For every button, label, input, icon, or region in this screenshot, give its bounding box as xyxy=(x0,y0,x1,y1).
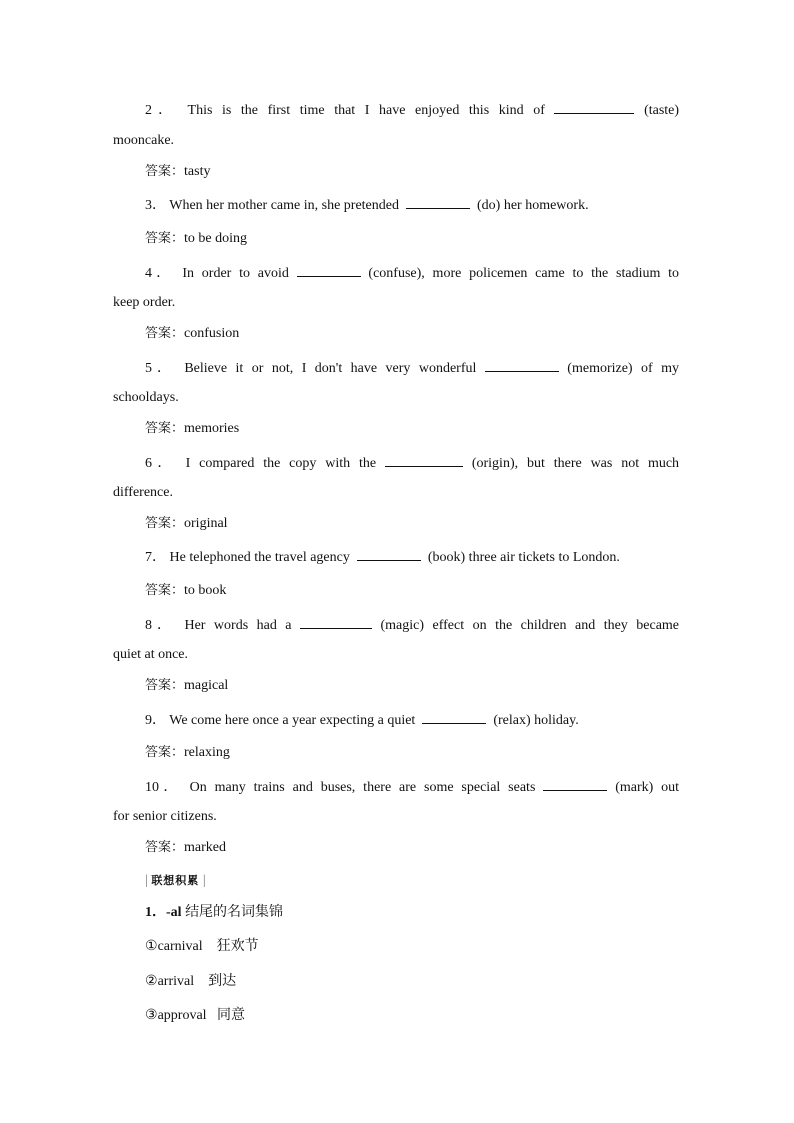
section-tag: 联想积累 xyxy=(151,874,200,887)
question-text: for senior citizens. xyxy=(113,809,217,824)
answer-label: 答案： xyxy=(145,421,185,436)
question-number: 3． xyxy=(145,198,166,213)
question-number: 2． xyxy=(145,103,179,118)
answer-label: 答案： xyxy=(145,678,185,693)
answer-blank[interactable] xyxy=(297,264,361,277)
question-text: In order to avoid xyxy=(182,266,289,281)
question-text: mooncake. xyxy=(113,133,175,148)
question-10-line-2 xyxy=(113,808,679,826)
answer-label: 答案： xyxy=(145,583,185,598)
question-4-line-1 xyxy=(145,264,679,283)
answer-blank[interactable] xyxy=(357,548,421,561)
vocab-heading-number: 1． xyxy=(145,905,166,920)
question-hint: (memorize) of my xyxy=(567,361,680,376)
answer-3 xyxy=(145,230,679,248)
item-meaning: 狂欢节 xyxy=(216,938,259,954)
answer-blank[interactable] xyxy=(385,454,463,467)
question-9-line-1 xyxy=(145,711,679,730)
question-text: When her mother came in, she pretended xyxy=(169,198,399,213)
question-hint: (do) her homework. xyxy=(477,198,589,213)
answer-label: 答案： xyxy=(145,745,185,760)
question-number: 7． xyxy=(145,550,166,565)
question-4-line-2 xyxy=(113,294,679,312)
answer-value: to be doing xyxy=(184,231,248,246)
question-number: 8． xyxy=(145,618,176,633)
item-meaning: 到达 xyxy=(208,973,237,989)
question-5-line-2 xyxy=(113,389,679,407)
answer-label: 答案： xyxy=(145,326,185,341)
vocab-heading-suffix: -al xyxy=(166,905,182,920)
question-8-line-2 xyxy=(113,646,679,664)
section-heading: | 联想积累 | xyxy=(145,873,206,888)
answer-value: magical xyxy=(184,678,229,693)
question-number: 6． xyxy=(145,456,177,471)
question-text: We come here once a year expecting a quiet xyxy=(169,713,416,728)
question-text: Her words had a xyxy=(184,618,292,633)
vocab-heading-text: 结尾的名词集锦 xyxy=(185,904,284,920)
question-text: This is the first time that I have enjoyed this kind of xyxy=(187,103,545,118)
question-3-line-1 xyxy=(145,196,679,215)
question-text: He telephoned the travel agency xyxy=(169,550,350,565)
question-number: 9． xyxy=(145,713,166,728)
answer-6 xyxy=(145,515,679,533)
item-marker: ② xyxy=(145,974,158,989)
question-text: Believe it or not, I don't have very wonderful xyxy=(184,361,477,376)
answer-blank[interactable] xyxy=(422,711,486,724)
item-meaning: 同意 xyxy=(217,1007,246,1023)
answer-value: confusion xyxy=(184,326,240,341)
question-hint: (relax) holiday. xyxy=(493,713,579,728)
answer-8 xyxy=(145,677,679,695)
question-5-line-1 xyxy=(145,359,679,378)
answer-value: relaxing xyxy=(184,745,230,760)
question-hint: (origin), but there was not much xyxy=(471,456,680,471)
question-text: keep order. xyxy=(113,295,176,310)
answer-label: 答案： xyxy=(145,231,185,246)
question-text: difference. xyxy=(113,485,173,500)
question-6-line-1 xyxy=(145,454,679,473)
question-text: On many trains and buses, there are some special seats xyxy=(189,780,536,795)
answer-4 xyxy=(145,325,679,343)
answer-blank[interactable] xyxy=(485,359,559,372)
answer-9 xyxy=(145,744,679,762)
question-hint: (book) three air tickets to London. xyxy=(427,550,620,565)
item-marker: ① xyxy=(145,939,158,954)
question-2-line-1 xyxy=(145,101,679,120)
answer-label: 答案： xyxy=(145,840,185,855)
answer-value: tasty xyxy=(184,164,211,179)
item-marker: ③ xyxy=(145,1008,158,1023)
question-number: 4． xyxy=(145,266,175,281)
item-word: carnival xyxy=(157,939,203,954)
vocab-item xyxy=(145,937,679,956)
question-hint: (magic) effect on the children and they became xyxy=(380,618,680,633)
question-number: 10． xyxy=(145,780,182,795)
answer-10 xyxy=(145,839,679,857)
vocab-item xyxy=(145,972,679,991)
question-hint: (confuse), more policemen came to the stadium to xyxy=(368,266,680,281)
question-number: 5． xyxy=(145,361,176,376)
question-8-line-1 xyxy=(145,616,679,635)
item-word: approval xyxy=(157,1008,207,1023)
answer-label: 答案： xyxy=(145,516,185,531)
answer-label: 答案： xyxy=(145,164,185,179)
question-hint: (mark) out xyxy=(615,780,680,795)
question-text: quiet at once. xyxy=(113,647,189,662)
question-text: I compared the copy with the xyxy=(185,456,377,471)
question-hint: (taste) xyxy=(644,103,680,118)
answer-blank[interactable] xyxy=(406,196,470,209)
answer-value: memories xyxy=(184,421,240,436)
answer-blank[interactable] xyxy=(543,778,607,791)
answer-value: marked xyxy=(184,840,226,855)
answer-2 xyxy=(145,163,679,181)
answer-value: to book xyxy=(184,583,227,598)
vocab-heading xyxy=(145,903,679,922)
question-10-line-1 xyxy=(145,778,679,797)
question-6-line-2 xyxy=(113,484,679,502)
answer-value: original xyxy=(184,516,228,531)
answer-5 xyxy=(145,420,679,438)
question-2-line-2 xyxy=(113,132,679,150)
answer-blank[interactable] xyxy=(554,101,634,114)
vocab-item xyxy=(145,1006,679,1025)
answer-7 xyxy=(145,582,679,600)
item-word: arrival xyxy=(157,974,195,989)
answer-blank[interactable] xyxy=(300,616,372,629)
question-7-line-1 xyxy=(145,548,679,567)
question-text: schooldays. xyxy=(113,390,179,405)
